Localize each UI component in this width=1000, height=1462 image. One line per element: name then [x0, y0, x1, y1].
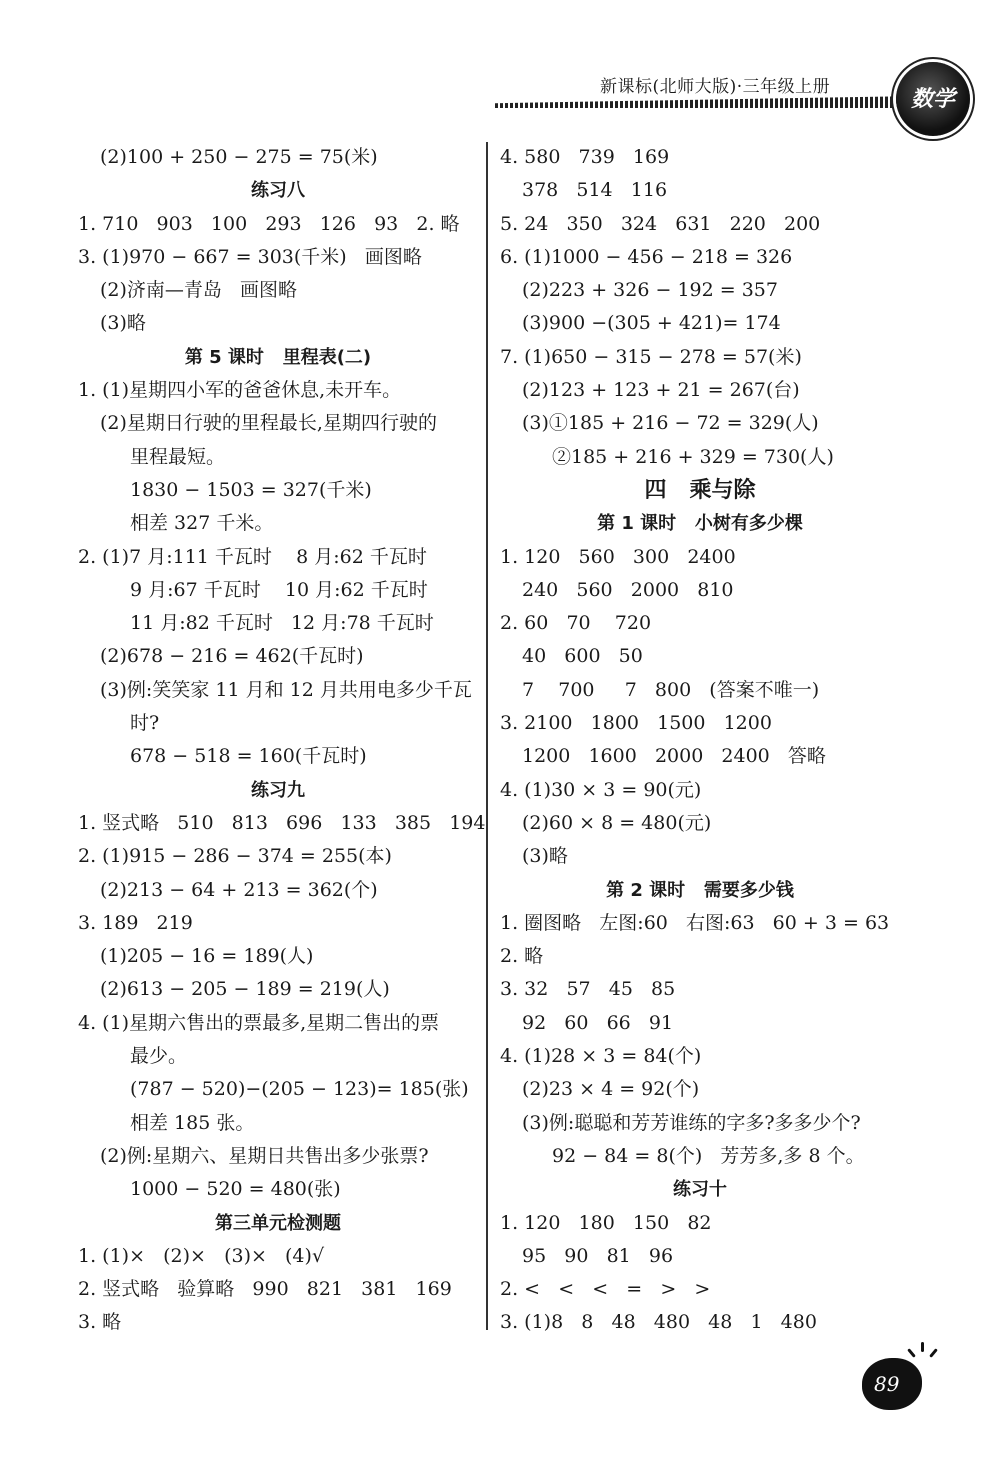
section-heading: 第 5 课时 里程表(二)	[184, 346, 372, 368]
answer-line: 7 700 7 800 (答案不唯一)	[522, 678, 820, 701]
column-divider	[486, 142, 488, 1330]
subject-badge-label: 数学	[910, 87, 955, 112]
section-heading: 第 1 课时 小树有多少棵	[597, 513, 803, 535]
unit-heading: 四 乘与除	[644, 477, 756, 503]
answer-line: 1. 710 903 100 293 126 93 2. 略	[78, 212, 460, 235]
answer-line: 1830 − 1503 = 327(千米)	[130, 478, 372, 501]
answer-line: 2. (1)915 − 286 − 374 = 255(本)	[78, 845, 392, 868]
answer-line: 相差 327 千米。	[130, 512, 274, 535]
answer-line: 95 90 81 96	[522, 1244, 674, 1267]
header-title: 新课标(北师大版)·三年级上册	[600, 77, 831, 97]
answer-line: (3)略	[522, 845, 568, 868]
answer-line: 最少。	[130, 1045, 188, 1068]
answer-line: (2)23 × 4 = 92(个)	[522, 1078, 700, 1101]
answer-line: 相差 185 张。	[130, 1111, 255, 1134]
answer-line: (3)900 −(305 + 421)= 174	[522, 312, 781, 335]
answer-line: (2)济南—青岛 画图略	[100, 279, 298, 302]
answer-line: (1)205 − 16 = 189(人)	[100, 945, 314, 968]
answer-line: 4. (1)30 × 3 = 90(元)	[500, 778, 702, 801]
answer-line: 4. (1)28 × 3 = 84(个)	[500, 1045, 702, 1068]
answer-line: 3. 略	[78, 1311, 122, 1334]
header-rule	[495, 96, 920, 108]
answer-line: 1. (1)星期四小军的爸爸休息,未开车。	[78, 379, 402, 402]
left-column	[78, 141, 486, 1340]
answer-line: 11 月:82 千瓦时 12 月:78 千瓦时	[130, 612, 434, 635]
answer-line: 3. (1)970 − 667 = 303(千米) 画图略	[78, 245, 422, 268]
answer-line: 678 − 518 = 160(千瓦时)	[130, 745, 367, 768]
answer-line: 时?	[130, 712, 160, 735]
answer-line: (3)略	[100, 312, 146, 335]
section-heading: 练习八	[251, 180, 305, 202]
answer-line: (2)100 + 250 − 275 = 75(米)	[100, 146, 378, 168]
answer-line: (2)613 − 205 − 189 = 219(人)	[100, 978, 390, 1001]
page-number: 89	[874, 1372, 900, 1396]
answer-line: 2. (1)7 月:111 千瓦时 8 月:62 千瓦时	[78, 545, 427, 568]
answer-line: (2)213 − 64 + 213 = 362(个)	[100, 878, 378, 901]
answer-line: 3. 189 219	[78, 911, 193, 934]
answer-line: 92 60 66 91	[522, 1011, 674, 1034]
answer-line: (787 − 520)−(205 − 123)= 185(张)	[130, 1078, 469, 1101]
answer-line: 1. (1)× (2)× (3)× (4)√	[78, 1244, 325, 1267]
right-column	[500, 141, 900, 1340]
answer-line: 9 月:67 千瓦时 10 月:62 千瓦时	[130, 578, 428, 601]
answer-line: 6. (1)1000 − 456 − 218 = 326	[500, 245, 793, 268]
answer-line: 2. 竖式略 验算略 990 821 381 169	[78, 1278, 452, 1301]
answer-line: 2. 略	[500, 945, 544, 968]
answer-line: 40 600 50	[522, 645, 643, 668]
answer-line: (3)例:笑笑家 11 月和 12 月共用电多少千瓦	[100, 678, 472, 701]
answer-line: 7. (1)650 − 315 − 278 = 57(米)	[500, 345, 802, 368]
answer-line: (3)例:聪聪和芳芳谁练的字多?多多少个?	[522, 1111, 861, 1134]
answer-line: 3. 32 57 45 85	[500, 978, 676, 1001]
answer-line: 1. 120 560 300 2400	[500, 545, 736, 568]
section-heading: 练习九	[251, 779, 305, 801]
answer-line: (3)①185 + 216 − 72 = 329(人)	[522, 412, 819, 435]
answer-line: 里程最短。	[130, 445, 226, 468]
answer-line: 240 560 2000 810	[522, 578, 734, 601]
section-heading: 第 2 课时 需要多少钱	[606, 879, 794, 901]
answer-line: 1. 圈图略 左图:60 右图:63 60 + 3 = 63	[500, 911, 890, 934]
answer-line: ②185 + 216 + 329 = 730(人)	[552, 445, 834, 468]
answer-line: (2)星期日行驶的里程最长,星期四行驶的	[100, 412, 437, 435]
answer-line: 92 − 84 = 8(个) 芳芳多,多 8 个。	[552, 1144, 865, 1167]
answer-line: (2)123 + 123 + 21 = 267(台)	[522, 379, 800, 402]
answer-line: 378 514 116	[522, 179, 668, 202]
answer-line: 2. 60 70 720	[500, 612, 652, 635]
answer-line: 1200 1600 2000 2400 答略	[522, 745, 826, 768]
answer-line: 1000 − 520 = 480(张)	[130, 1178, 341, 1201]
answer-line: 1. 120 180 150 82	[500, 1211, 712, 1234]
answer-line: 4. 580 739 169	[500, 146, 670, 168]
answer-line: 1. 竖式略 510 813 696 133 385 194	[78, 811, 486, 834]
answer-line: 3. 2100 1800 1500 1200	[500, 712, 772, 735]
answer-line: (2)678 − 216 = 462(千瓦时)	[100, 645, 364, 668]
answer-line: (2)例:星期六、星期日共售出多少张票?	[100, 1144, 429, 1167]
page-number-mark	[862, 1350, 938, 1410]
answer-line: 3. (1)8 8 48 480 48 1 480	[500, 1311, 817, 1334]
section-heading: 练习十	[673, 1179, 727, 1201]
answer-line: 5. 24 350 324 631 220 200	[500, 212, 821, 235]
answer-line: (2)60 × 8 = 480(元)	[522, 811, 712, 834]
answer-line: 4. (1)星期六售出的票最多,星期二售出的票	[78, 1011, 440, 1034]
answer-line: 2. < < < = > >	[500, 1278, 711, 1301]
subject-badge	[896, 62, 970, 136]
section-heading: 第三单元检测题	[215, 1212, 341, 1234]
answer-line: (2)223 + 326 − 192 = 357	[522, 279, 778, 302]
